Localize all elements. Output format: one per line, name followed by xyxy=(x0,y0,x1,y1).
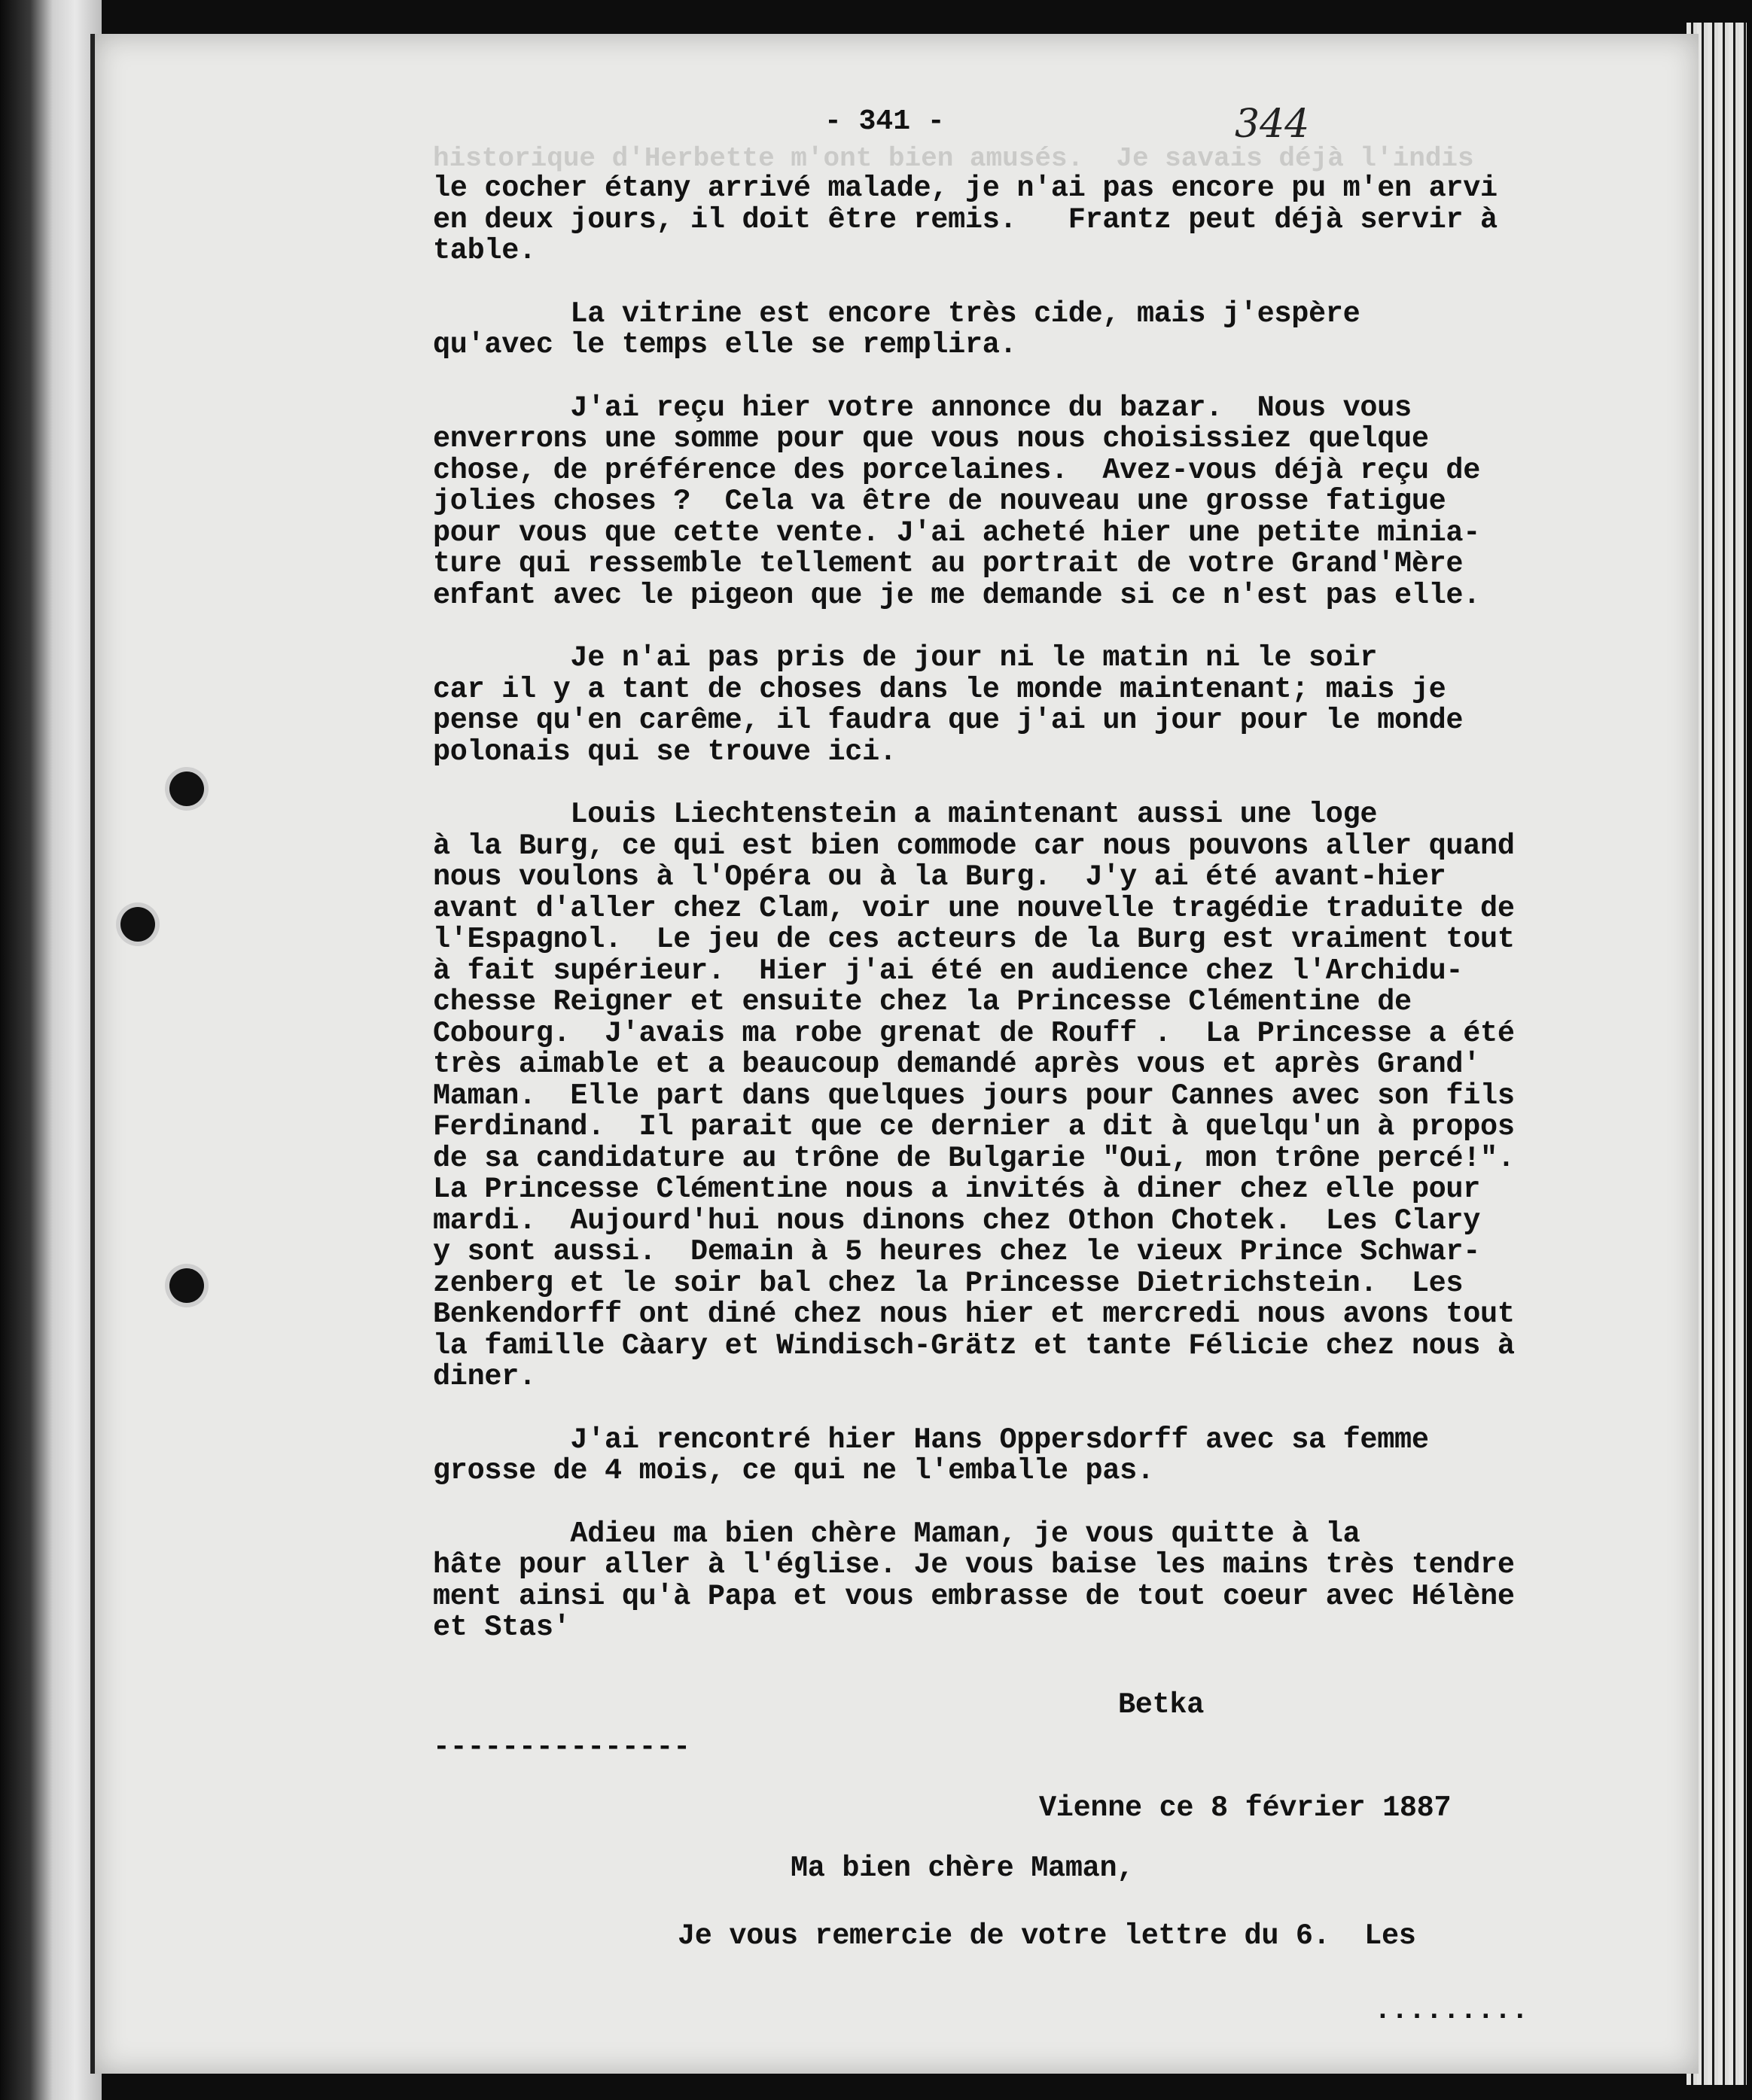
text-line: enverrons une somme pour que vous nous choisissiez quelque xyxy=(433,422,1429,455)
text-line: très aimable et a beaucoup demandé après vous et après Grand' xyxy=(433,1048,1481,1081)
text-line: Adieu ma bien chère Maman, je vous quitte à la xyxy=(433,1517,1360,1551)
text-line: pense qu'en carême, il faudra que j'ai un jour pour le monde xyxy=(433,704,1464,737)
text-line: en deux jours, il doit être remis. Frantz peut déjà servir à xyxy=(433,202,1498,236)
punch-hole-lower xyxy=(169,1268,204,1303)
binder-edge xyxy=(0,0,102,2100)
text-line: J'ai reçu hier votre annonce du bazar. Nous vous xyxy=(433,391,1412,425)
text-line: de sa candidature au trône de Bulgarie "Oui, mon trône percé!". xyxy=(433,1141,1515,1175)
text-line: grosse de 4 mois, ce qui ne l'emballe pas. xyxy=(433,1454,1154,1487)
text-line: Ferdinand. Il parait que ce dernier a dit à quelqu'un à propos xyxy=(433,1110,1515,1143)
bleed-through-text: historique d'Herbette m'ont bien amusés. Je savais déjà l'indis xyxy=(433,143,1474,174)
text-line: chesse Reigner et ensuite chez la Princesse Clémentine de xyxy=(433,985,1412,1018)
salutation: Ma bien chère Maman, xyxy=(791,1852,1135,1885)
text-line: enfant avec le pigeon que je me demande si ce n'est pas elle. xyxy=(433,578,1481,612)
text-line: jolies choses ? Cela va être de nouveau une grosse fatigue xyxy=(433,485,1446,518)
text-line: diner. xyxy=(433,1360,536,1393)
text-line: pour vous que cette vente. J'ai acheté hier une petite minia- xyxy=(433,516,1481,549)
text-line: le cocher étany arrivé malade, je n'ai pas encore pu m'en arvi xyxy=(433,172,1498,205)
text-line: avant d'aller chez Clam, voir une nouvelle tragédie traduite de xyxy=(433,891,1515,925)
text-line: et Stas' xyxy=(433,1611,571,1644)
next-letter-opening: Je vous remercie de votre lettre du 6. Les xyxy=(678,1919,1416,1952)
text-line: Louis Liechtenstein a maintenant aussi une loge xyxy=(433,798,1378,831)
text-line: Je n'ai pas pris de jour ni le matin ni le soir xyxy=(433,641,1378,674)
text-line: y sont aussi. Demain à 5 heures chez le vieux Prince Schwar- xyxy=(433,1235,1481,1268)
dateline: Vienne ce 8 février 1887 xyxy=(1039,1791,1452,1825)
text-line: Maman. Elle part dans quelques jours pour Cannes avec son fils xyxy=(433,1079,1515,1112)
punch-hole-upper xyxy=(169,772,204,806)
text-line: ment ainsi qu'à Papa et vous embrasse de tout coeur avec Hélène xyxy=(433,1579,1515,1613)
text-line: la famille Càary et Windisch-Grätz et tante Félicie chez nous à xyxy=(433,1328,1515,1362)
text-line: polonais qui se trouve ici. xyxy=(433,735,897,768)
text-line: zenberg et le soir bal chez la Princesse Dietrichstein. Les xyxy=(433,1266,1464,1300)
punch-hole-mark xyxy=(120,907,155,942)
paragraph xyxy=(433,643,1653,768)
text-line: nous voulons à l'Opéra ou à la Burg. J'y ai été avant-hier xyxy=(433,860,1446,893)
text-line: J'ai rencontré hier Hans Oppersdorff avec sa femme xyxy=(433,1423,1429,1456)
text-line: Cobourg. J'avais ma robe grenat de Rouff . La Princesse a été xyxy=(433,1016,1515,1050)
paragraph xyxy=(433,1519,1653,1644)
signature-rule: --------------- xyxy=(433,1731,691,1764)
paragraph xyxy=(433,393,1653,612)
text-line: La Princesse Clémentine nous a invités à diner chez elle pour xyxy=(433,1173,1481,1206)
text-line: qu'avec le temps elle se remplira. xyxy=(433,328,1017,361)
signature: Betka xyxy=(1118,1688,1205,1721)
text-line: à la Burg, ce qui est bien commode car nous pouvons aller quand xyxy=(433,829,1515,863)
paragraph xyxy=(433,299,1653,361)
text-line: à fait supérieur. Hier j'ai été en audience chez l'Archidu- xyxy=(433,954,1464,988)
paragraph xyxy=(433,173,1653,267)
text-line: Benkendorff ont diné chez nous hier et mercredi nous avons tout xyxy=(433,1298,1515,1331)
text-line: La vitrine est encore très cide, mais j'espère xyxy=(433,297,1360,330)
page-number: - 341 - xyxy=(824,105,945,138)
text-line: mardi. Aujourd'hui nous dinons chez Othon Chotek. Les Clary xyxy=(433,1204,1481,1237)
handwritten-page-number: 344 xyxy=(1235,102,1310,147)
text-line: chose, de préférence des porcelaines. Avez-vous déjà reçu de xyxy=(433,453,1481,487)
text-line: hâte pour aller à l'église. Je vous baise les mains très tendre xyxy=(433,1548,1515,1581)
text-line: car il y a tant de choses dans le monde maintenant; mais je xyxy=(433,672,1446,706)
text-line: ture qui ressemble tellement au portrait de votre Grand'Mère xyxy=(433,547,1464,580)
paragraph xyxy=(433,1425,1653,1487)
paragraph xyxy=(433,799,1653,1393)
letter-body xyxy=(433,173,1653,1675)
text-line: l'Espagnol. Le jeu de ces acteurs de la Burg est vraiment tout xyxy=(433,923,1515,956)
continuation-dots: ......... xyxy=(1374,1995,1529,2027)
text-line: table. xyxy=(433,234,536,267)
